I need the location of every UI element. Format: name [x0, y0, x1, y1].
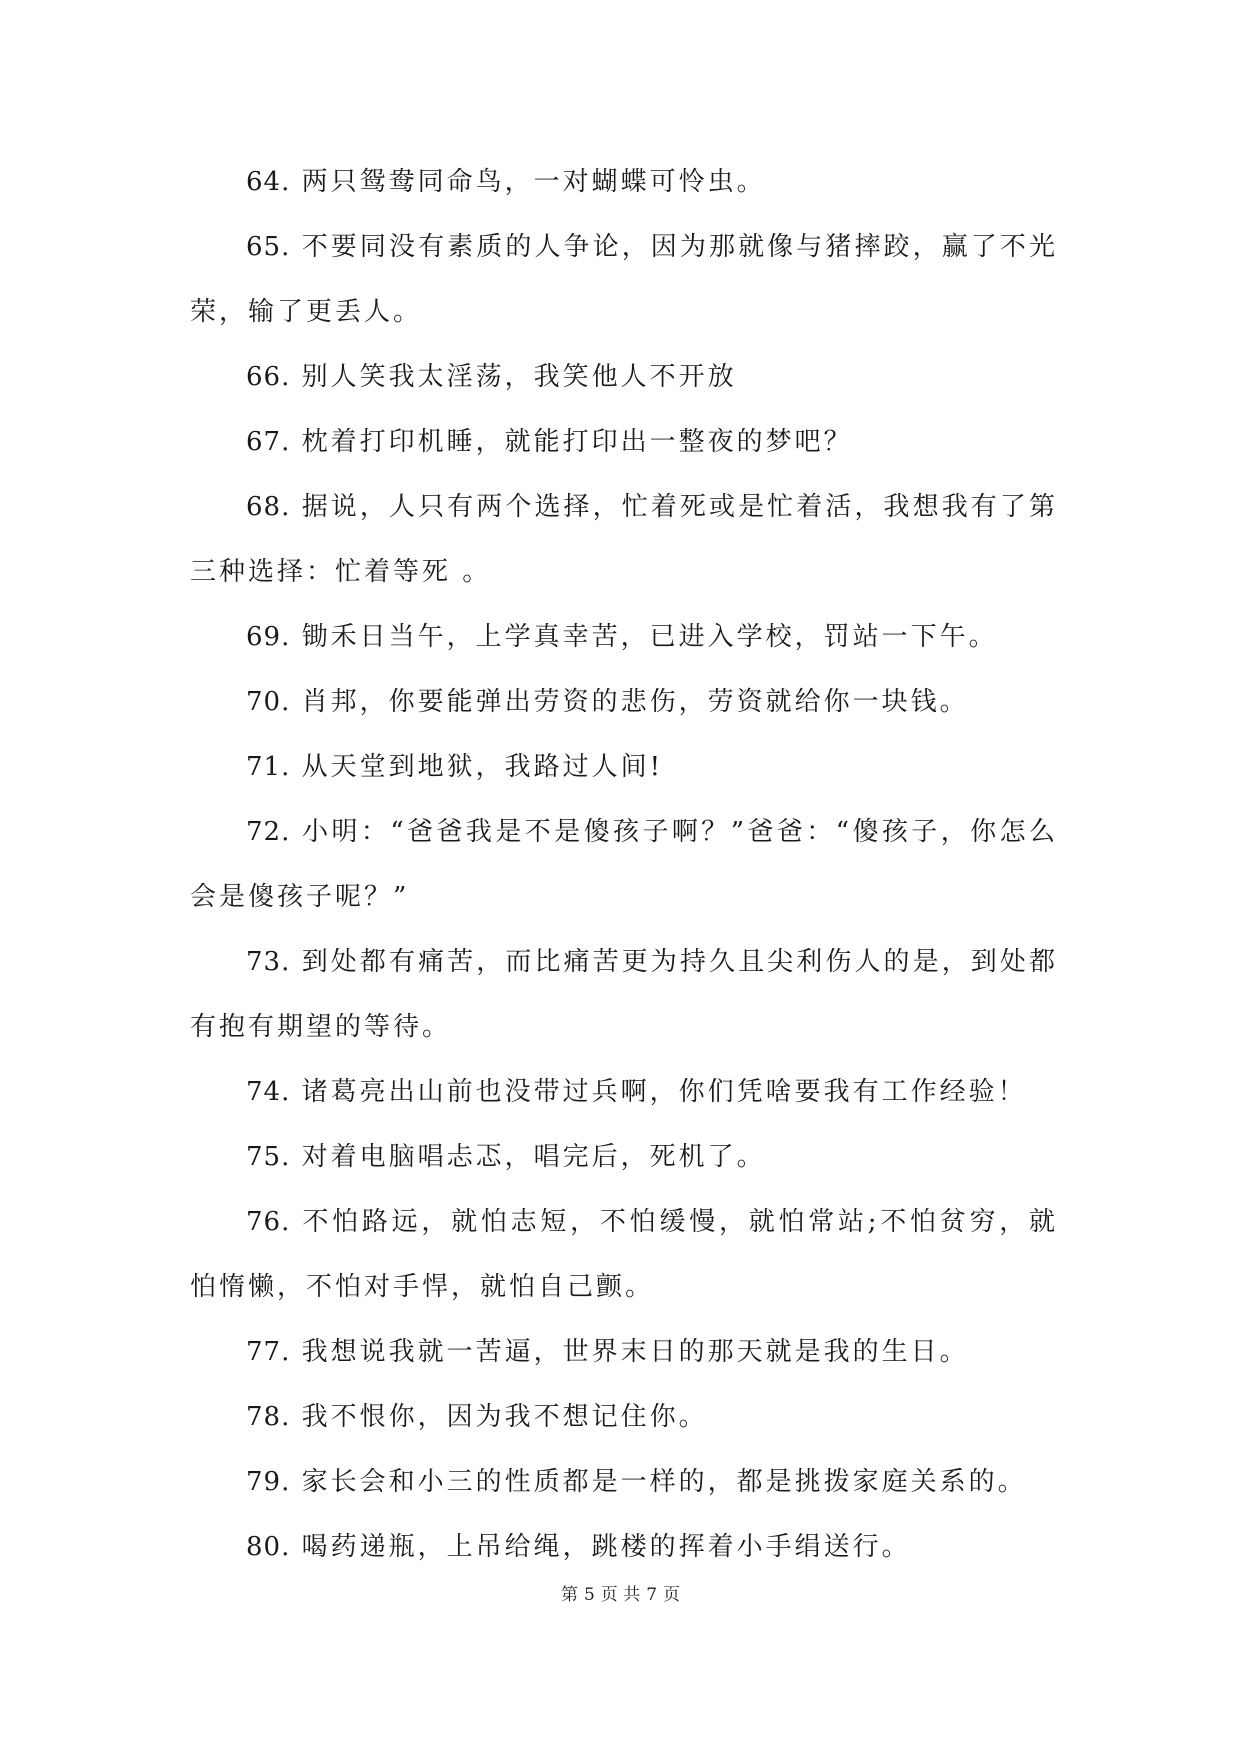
list-item — [190, 1125, 1058, 1190]
item-number: 77. — [246, 1337, 291, 1367]
item-number: 67. — [246, 427, 291, 457]
list-item — [190, 930, 1058, 1060]
item-number: 70. — [246, 687, 291, 717]
item-text: 肖邦，你要能弹出劳资的悲伤，劳资就给你一块钱。 — [301, 687, 969, 717]
item-number: 64. — [246, 167, 291, 197]
list-item — [190, 800, 1058, 930]
list-item — [190, 410, 1058, 475]
item-number: 73. — [246, 947, 291, 977]
item-text: 到处都有痛苦，而比痛苦更为持久且尖利伤人的是，到处都有抱有期望的等待。 — [190, 947, 1058, 1042]
item-text: 锄禾日当午，上学真幸苦，已进入学校，罚站一下午。 — [301, 622, 998, 652]
item-text: 不怕路远，就怕志短，不怕缓慢，就怕常站;不怕贫穷，就怕惰懒，不怕对手悍，就怕自己颤。 — [190, 1207, 1059, 1302]
list-item — [190, 1450, 1058, 1515]
item-text: 我想说我就一苦逼，世界末日的那天就是我的生日。 — [301, 1337, 969, 1367]
item-text: 家长会和小三的性质都是一样的，都是挑拨家庭关系的。 — [301, 1467, 1027, 1497]
list-item — [190, 670, 1058, 735]
item-number: 74. — [246, 1077, 291, 1107]
item-text: 别人笑我太淫荡，我笑他人不开放 — [301, 362, 737, 392]
item-number: 79. — [246, 1467, 291, 1497]
list-item — [190, 1060, 1058, 1125]
item-number: 80. — [246, 1532, 291, 1562]
item-number: 66. — [246, 362, 291, 392]
footer-prefix: 第 — [560, 1585, 578, 1605]
quote-list — [190, 150, 1058, 1580]
item-number: 65. — [246, 232, 291, 262]
item-number: 69. — [246, 622, 291, 652]
list-item — [190, 150, 1058, 215]
item-text: 枕着打印机睡，就能打印出一整夜的梦吧？ — [301, 427, 853, 457]
item-text: 对着电脑唱忐忑，唱完后，死机了。 — [301, 1142, 766, 1172]
item-number: 78. — [246, 1402, 291, 1432]
item-number: 71. — [246, 752, 291, 782]
list-item — [190, 345, 1058, 410]
list-item — [190, 475, 1058, 605]
list-item — [190, 1320, 1058, 1385]
footer-suffix: 页 — [663, 1585, 681, 1605]
item-text: 诸葛亮出山前也没带过兵啊，你们凭啥要我有工作经验！ — [301, 1077, 1027, 1107]
list-item — [190, 1190, 1058, 1320]
item-number: 68. — [246, 492, 291, 522]
footer-middle: 页 共 — [600, 1585, 641, 1605]
list-item — [190, 215, 1058, 345]
item-text: 两只鸳鸯同命鸟，一对蝴蝶可怜虫。 — [301, 167, 766, 197]
page-footer — [0, 1580, 1241, 1605]
item-text: 从天堂到地狱，我路过人间! — [301, 752, 664, 782]
item-number: 72. — [246, 817, 291, 847]
list-item — [190, 605, 1058, 670]
item-text: 不要同没有素质的人争论，因为那就像与猪摔跤，赢了不光荣，输了更丢人。 — [190, 232, 1058, 327]
list-item — [190, 1515, 1058, 1580]
item-text: 据说，人只有两个选择，忙着死或是忙着活，我想我有了第三种选择：忙着等死 。 — [190, 492, 1058, 587]
list-item — [190, 735, 1058, 800]
item-text: 喝药递瓶，上吊给绳，跳楼的挥着小手绢送行。 — [301, 1532, 911, 1562]
current-page-number: 5 — [583, 1585, 595, 1605]
item-text: 我不恨你，因为我不想记住你。 — [301, 1402, 708, 1432]
item-text: 小明：“爸爸我是不是傻孩子啊？”爸爸：“傻孩子，你怎么会是傻孩子呢？” — [190, 817, 1058, 912]
item-number: 76. — [246, 1207, 291, 1237]
list-item — [190, 1385, 1058, 1450]
total-pages-number: 7 — [646, 1585, 658, 1605]
item-number: 75. — [246, 1142, 291, 1172]
